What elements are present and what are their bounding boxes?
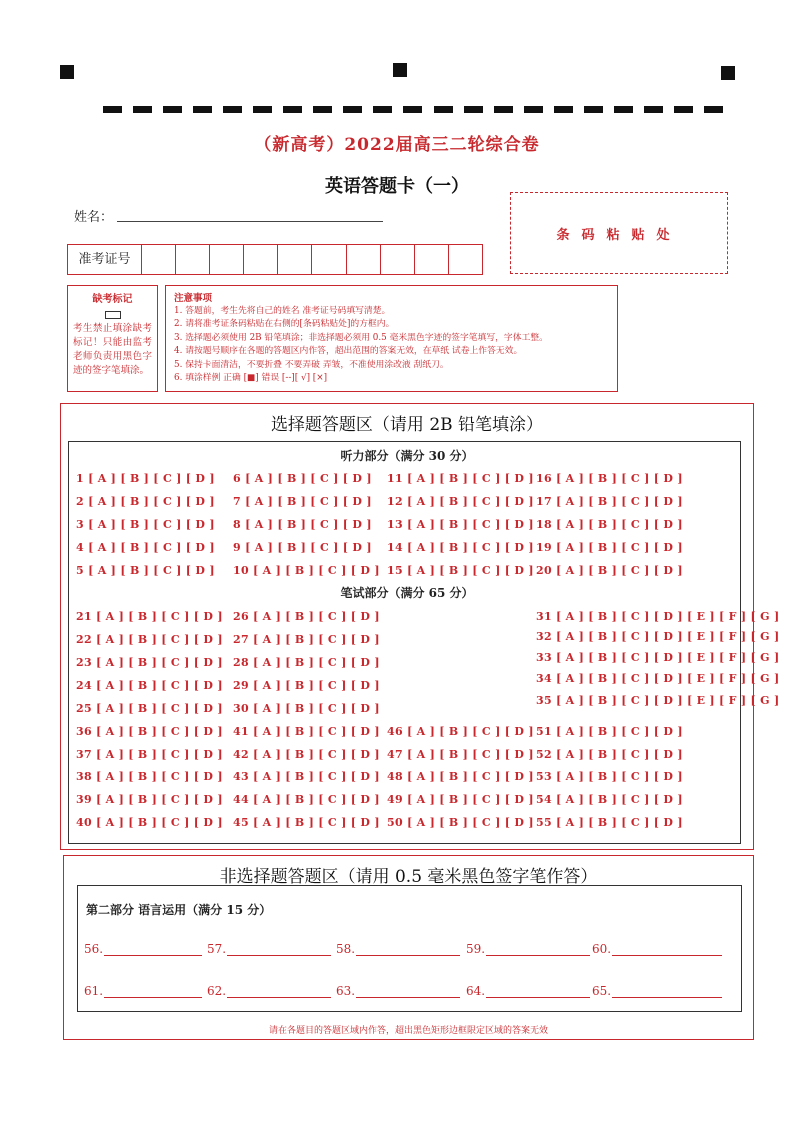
absent-instructions: 考生禁止填涂缺考标记！只能由监考老师负责用黑色字迹的签字笔填涂。 [73,323,152,376]
blank-number: 57. [207,942,227,956]
answer-row[interactable]: 11 [ A ] [ B ] [ C ] [ D ] [387,472,534,485]
answer-row[interactable]: 2 [ A ] [ B ] [ C ] [ D ] [76,495,215,508]
nc-section-title: 非选择题答题区（请用 0.5 毫米黑色签字笔作答） [219,867,598,887]
answer-row[interactable]: 39 [ A ] [ B ] [ C ] [ D ] [76,793,223,806]
answer-row[interactable]: 27 [ A ] [ B ] [ C ] [ D ] [233,633,380,646]
mc-section-title: 选择题答题区（请用 2B 铅笔填涂） [270,415,544,435]
answer-row[interactable]: 41 [ A ] [ B ] [ C ] [ D ] [233,725,380,738]
answer-row[interactable]: 8 [ A ] [ B ] [ C ] [ D ] [233,518,372,531]
answer-row[interactable]: 42 [ A ] [ B ] [ C ] [ D ] [233,748,380,761]
blank-number: 60. [592,942,612,956]
answer-row[interactable]: 29 [ A ] [ B ] [ C ] [ D ] [233,679,380,692]
absent-mark-box [67,285,158,392]
exam-id-cell[interactable] [142,245,176,274]
blank-58[interactable] [336,942,460,956]
footer-note: 请在各题目的答题区域内作答，超出黑色矩形边框限定区域的答案无效 [268,1026,548,1036]
answer-row[interactable]: 30 [ A ] [ B ] [ C ] [ D ] [233,702,380,715]
notice-line: 3. 选择题必须使用 2B 铅笔填涂；非选择题必须用 0.5 毫米黑色字迹的签字笔填写，字体工整。 [174,332,548,343]
answer-row[interactable]: 23 [ A ] [ B ] [ C ] [ D ] [76,656,223,669]
notice-box [165,285,618,392]
blank-61[interactable] [84,984,202,998]
exam-id-box [67,244,483,275]
answer-row[interactable]: 38 [ A ] [ B ] [ C ] [ D ] [76,770,223,783]
blank-65[interactable] [592,984,722,998]
blank-number: 63. [336,984,356,998]
notice-line: 2. 请将准考证条码粘贴在右侧的[条码粘贴处]的方框内。 [174,319,395,330]
answer-row[interactable]: 31 [ A ] [ B ] [ C ] [ D ] [ E ] [ F ] [ G ] [536,610,780,623]
exam-id-cell[interactable] [244,245,278,274]
name-label: 姓名： [74,210,114,225]
answer-row[interactable]: 26 [ A ] [ B ] [ C ] [ D ] [233,610,380,623]
answer-row[interactable]: 13 [ A ] [ B ] [ C ] [ D ] [387,518,534,531]
answer-row[interactable]: 50 [ A ] [ B ] [ C ] [ D ] [387,816,534,829]
answer-row[interactable]: 7 [ A ] [ B ] [ C ] [ D ] [233,495,372,508]
absent-title: 缺考标记 [92,294,133,305]
answer-row[interactable]: 18 [ A ] [ B ] [ C ] [ D ] [536,518,683,531]
exam-id-cell[interactable] [176,245,210,274]
answer-row[interactable]: 54 [ A ] [ B ] [ C ] [ D ] [536,793,683,806]
written-title: 笔试部分（满分 65 分） [340,586,474,600]
blank-number: 62. [207,984,227,998]
registration-mark-left [60,65,74,79]
registration-mark-center [393,63,407,77]
answer-row[interactable]: 49 [ A ] [ B ] [ C ] [ D ] [387,793,534,806]
answer-row[interactable]: 40 [ A ] [ B ] [ C ] [ D ] [76,816,223,829]
exam-title: （新高考）2022届高三二轮综合卷 [254,135,540,155]
answer-row[interactable]: 34 [ A ] [ B ] [ C ] [ D ] [ E ] [ F ] [ G ] [536,672,780,685]
exam-id-cell[interactable] [415,245,449,274]
answer-row[interactable]: 12 [ A ] [ B ] [ C ] [ D ] [387,495,534,508]
blank-number: 61. [84,984,104,998]
answer-row[interactable]: 48 [ A ] [ B ] [ C ] [ D ] [387,770,534,783]
answer-row[interactable]: 37 [ A ] [ B ] [ C ] [ D ] [76,748,223,761]
answer-row[interactable]: 52 [ A ] [ B ] [ C ] [ D ] [536,748,683,761]
notice-title: 注意事项 [174,293,213,304]
blank-60[interactable] [592,942,722,956]
exam-id-cell[interactable] [449,245,482,274]
answer-row[interactable]: 46 [ A ] [ B ] [ C ] [ D ] [387,725,534,738]
answer-row[interactable]: 17 [ A ] [ B ] [ C ] [ D ] [536,495,683,508]
answer-row[interactable]: 32 [ A ] [ B ] [ C ] [ D ] [ E ] [ F ] [ G ] [536,630,780,643]
blank-59[interactable] [466,942,590,956]
answer-row[interactable]: 36 [ A ] [ B ] [ C ] [ D ] [76,725,223,738]
part2-title: 第二部分 语言运用（满分 15 分） [86,903,272,917]
listening-title: 听力部分（满分 30 分） [340,449,474,463]
answer-row[interactable]: 25 [ A ] [ B ] [ C ] [ D ] [76,702,223,715]
exam-id-cell[interactable] [278,245,312,274]
blank-57[interactable] [207,942,331,956]
answer-row[interactable]: 21 [ A ] [ B ] [ C ] [ D ] [76,610,223,623]
absent-checkbox[interactable] [105,311,121,319]
answer-row[interactable]: 6 [ A ] [ B ] [ C ] [ D ] [233,472,372,485]
answer-row[interactable]: 44 [ A ] [ B ] [ C ] [ D ] [233,793,380,806]
blank-63[interactable] [336,984,460,998]
name-field[interactable] [117,221,383,222]
notice-line: 1. 答题前，考生先将自己的姓名 准考证号码填写清楚。 [174,306,391,316]
answer-row[interactable]: 51 [ A ] [ B ] [ C ] [ D ] [536,725,683,738]
answer-row[interactable]: 4 [ A ] [ B ] [ C ] [ D ] [76,541,215,554]
answer-row[interactable]: 45 [ A ] [ B ] [ C ] [ D ] [233,816,380,829]
barcode-area: 条码粘贴处 [510,192,728,274]
answer-row[interactable]: 14 [ A ] [ B ] [ C ] [ D ] [387,541,534,554]
answer-row[interactable]: 35 [ A ] [ B ] [ C ] [ D ] [ E ] [ F ] [ G ] [536,694,780,707]
answer-row[interactable]: 10 [ A ] [ B ] [ C ] [ D ] [233,564,380,577]
blank-number: 58. [336,942,356,956]
answer-row[interactable]: 19 [ A ] [ B ] [ C ] [ D ] [536,541,683,554]
dashed-cut-line [103,106,723,113]
answer-row[interactable]: 53 [ A ] [ B ] [ C ] [ D ] [536,770,683,783]
exam-id-cell[interactable] [210,245,244,274]
answer-row[interactable]: 43 [ A ] [ B ] [ C ] [ D ] [233,770,380,783]
exam-id-cell[interactable] [347,245,381,274]
answer-row[interactable]: 28 [ A ] [ B ] [ C ] [ D ] [233,656,380,669]
blank-number: 56. [84,942,104,956]
blank-number: 64. [466,984,486,998]
answer-row[interactable]: 16 [ A ] [ B ] [ C ] [ D ] [536,472,683,485]
answer-row[interactable]: 33 [ A ] [ B ] [ C ] [ D ] [ E ] [ F ] [ G ] [536,651,780,664]
blank-number: 59. [466,942,486,956]
answer-row[interactable]: 47 [ A ] [ B ] [ C ] [ D ] [387,748,534,761]
blank-56[interactable] [84,942,202,956]
notice-line: 4. 请按题号顺序在各题的答题区内作答，超出范围的答案无效，在草纸 试卷上作答无效。 [174,346,523,357]
blank-62[interactable] [207,984,331,998]
card-title: 英语答题卡（一） [325,176,469,197]
blank-64[interactable] [466,984,590,998]
answer-row[interactable]: 55 [ A ] [ B ] [ C ] [ D ] [536,816,683,829]
answer-row[interactable]: 9 [ A ] [ B ] [ C ] [ D ] [233,541,372,554]
exam-id-cell[interactable] [312,245,346,274]
registration-mark-right [721,66,735,80]
notice-line: 5. 保持卡面清洁，不要折叠 不要弄破 弄皱，不准使用涂改液 刮纸刀。 [174,359,449,370]
answer-row[interactable]: 1 [ A ] [ B ] [ C ] [ D ] [76,472,215,485]
exam-id-label: 准考证号 [68,245,142,274]
answer-row[interactable]: 3 [ A ] [ B ] [ C ] [ D ] [76,518,215,531]
answer-row[interactable]: 5 [ A ] [ B ] [ C ] [ D ] [76,564,215,577]
blank-number: 65. [592,984,612,998]
answer-row[interactable]: 20 [ A ] [ B ] [ C ] [ D ] [536,564,683,577]
answer-row[interactable]: 15 [ A ] [ B ] [ C ] [ D ] [387,564,534,577]
notice-line: 6. 填涂样例 正确 [■] 错误 [--][ √] [×] [174,373,328,384]
answer-row[interactable]: 22 [ A ] [ B ] [ C ] [ D ] [76,633,223,646]
answer-row[interactable]: 24 [ A ] [ B ] [ C ] [ D ] [76,679,223,692]
exam-id-cell[interactable] [381,245,415,274]
